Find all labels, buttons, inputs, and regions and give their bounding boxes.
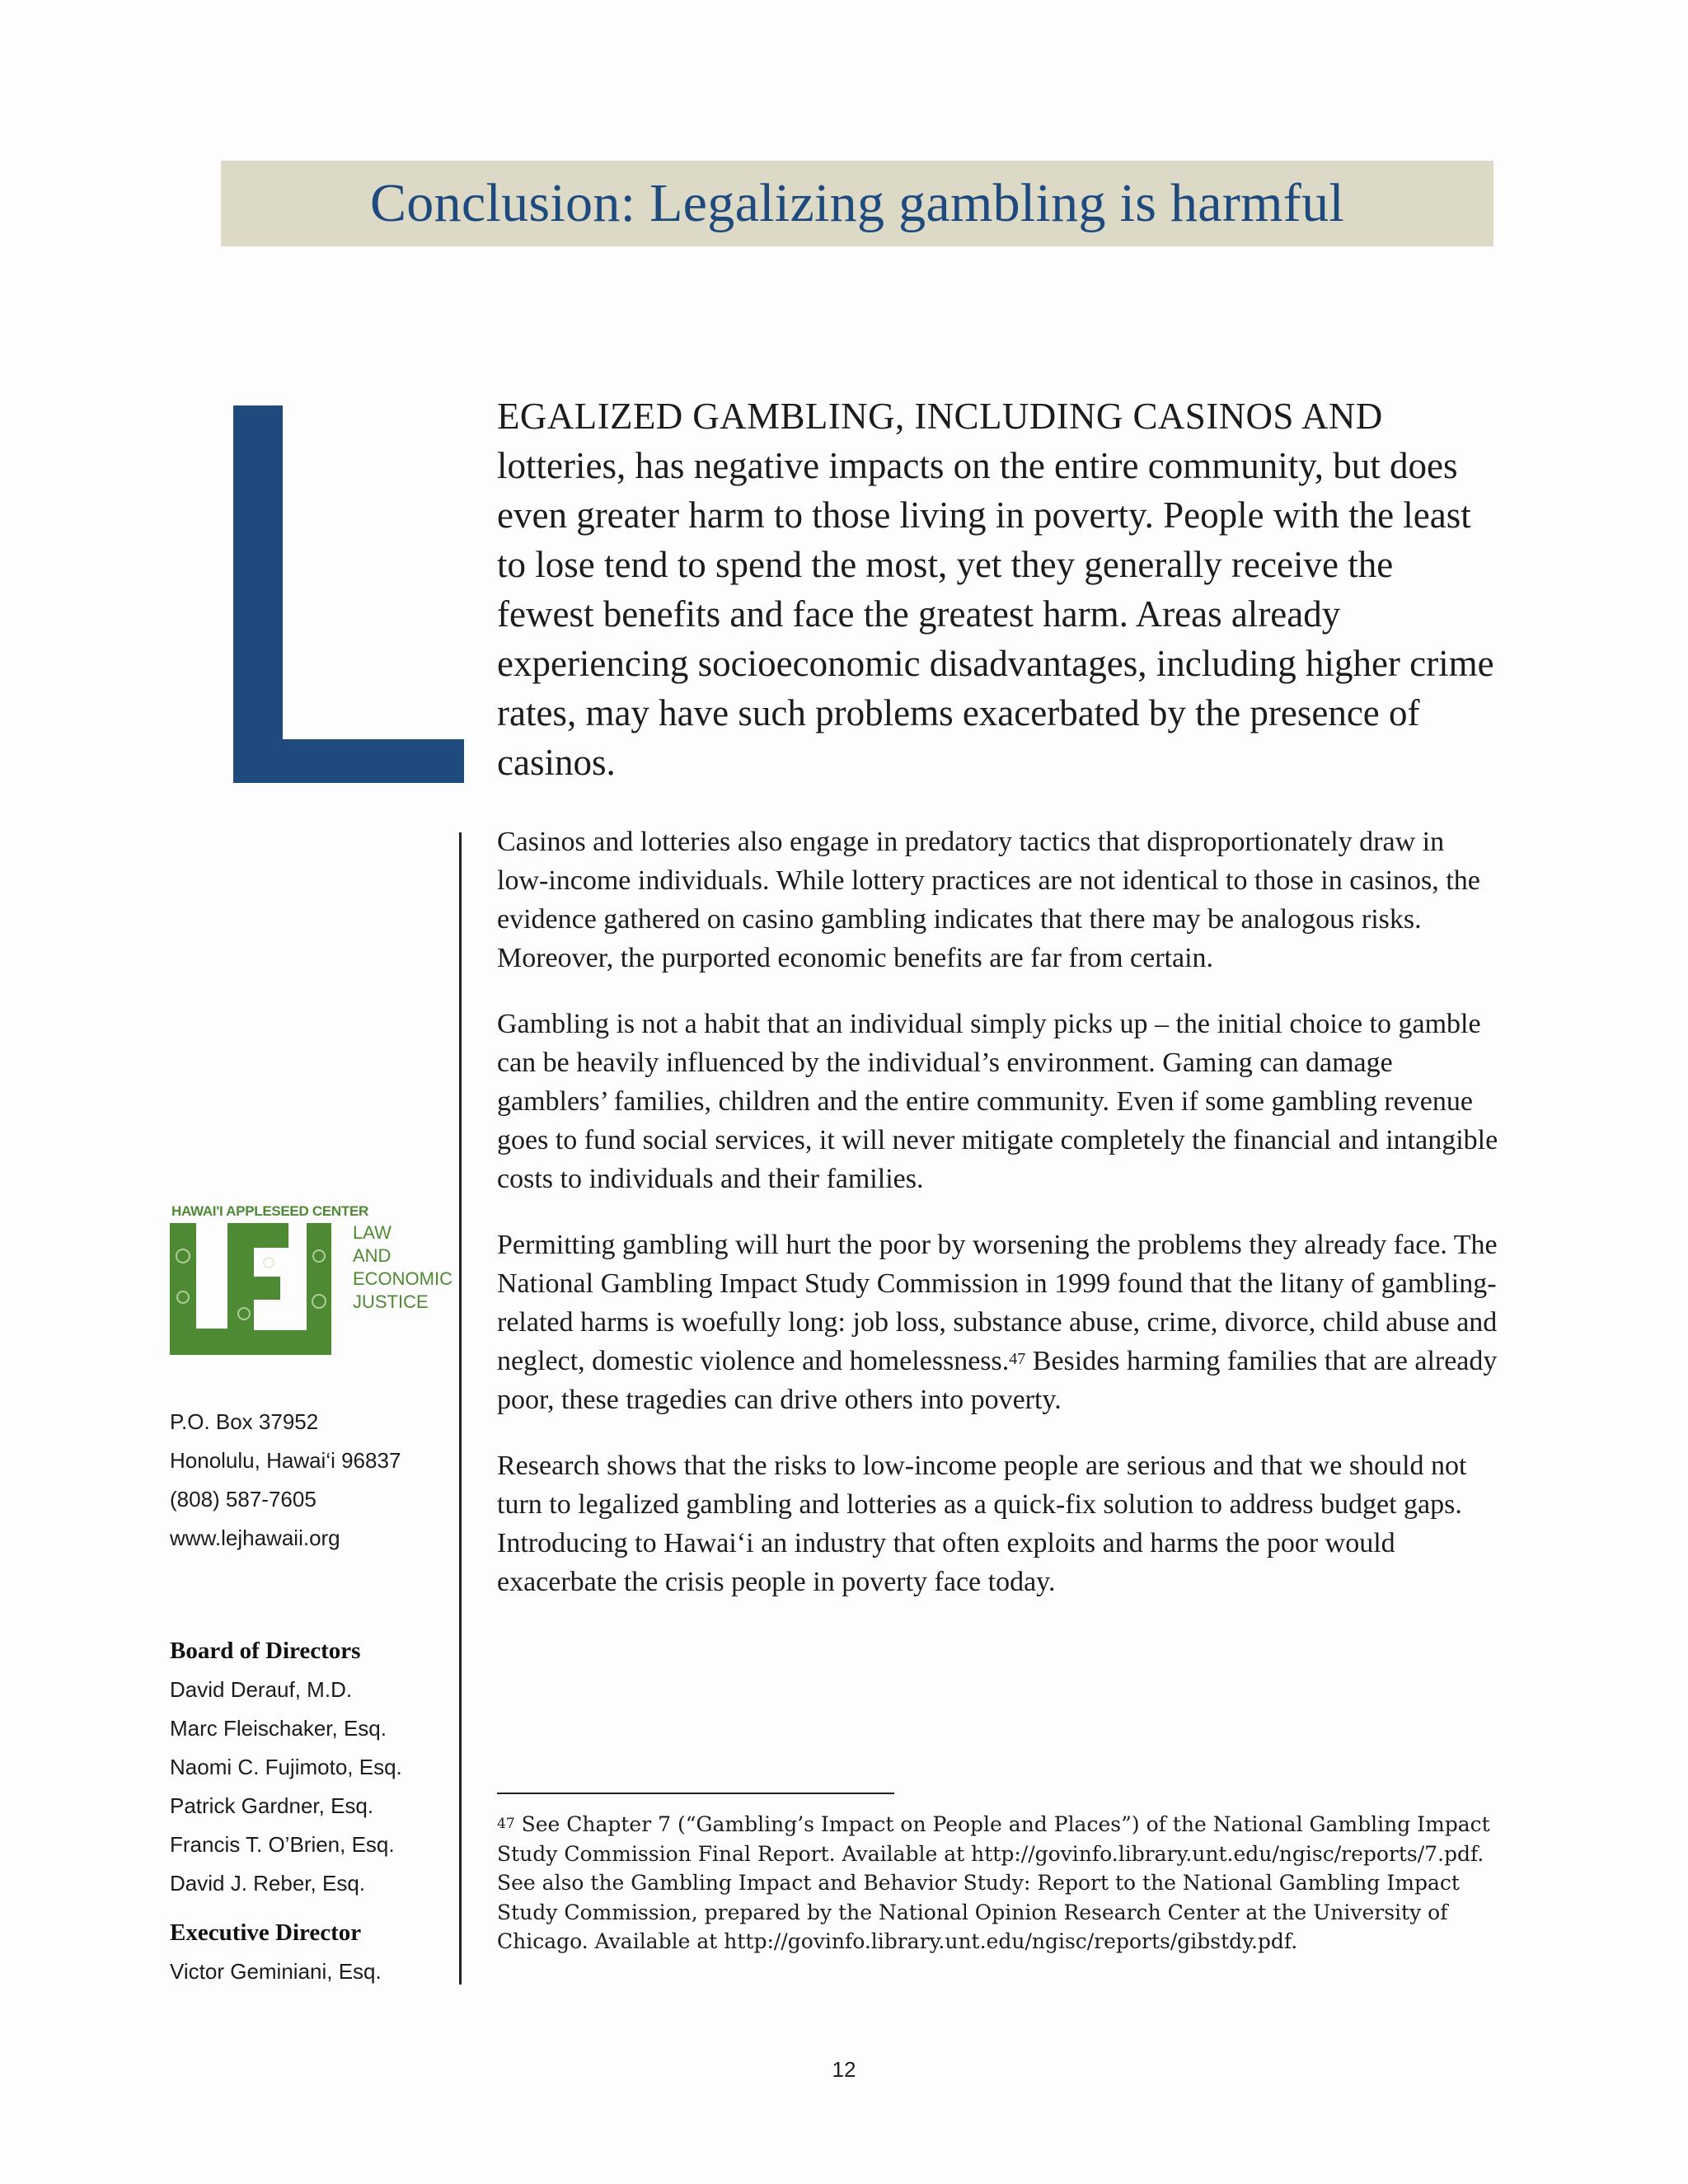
footnote-47 [497,1810,1498,1957]
board-member: Naomi C. Fujimoto, Esq. [170,1755,402,1779]
dropcap-foot [233,739,464,783]
logo-top-text: HAWAI'I APPLESEED CENTER [171,1203,368,1219]
page-number: 12 [832,2057,856,2082]
board-member: David J. Reber, Esq. [170,1871,365,1896]
paragraph-3 [497,1226,1498,1419]
logo-word-economic: ECONOMIC [353,1268,452,1289]
executive-heading: Executive Director [170,1919,362,1946]
website-link[interactable]: www.lejhawaii.org [170,1526,340,1550]
logo-word-justice: JUSTICE [353,1291,429,1312]
page-title: Conclusion: Legalizing gambling is harmful [369,173,1345,233]
lead-rest: lotteries, has negative impacts on the entire community, but does even greater harm to those living in poverty. People with the least to lose tend to spend the most, yet they generally receive the fewest benefits and face the greatest harm. Areas already experiencing socioeconomic disadvantages, including higher crime rates, may have such problems exacerbated by the presence of casinos. [497,445,1494,783]
executive-director [170,1914,382,1991]
paragraph-4: Research shows that the risks to low-income people are serious and that we should not turn to legalized gambling and lotteries as a quick-fix solution to address budget gaps. Introducing to Hawai‘i an industry that often exploits and harms the poor would exacerbate the crisis people in poverty face today. [497,1451,1467,1597]
body-text [497,823,1498,1629]
lej-logo [170,1203,450,1360]
paragraph-1: Casinos and lotteries also engage in predatory tactics that disproportionately draw in low-income individuals. While lottery practices are not identical to those in casinos, the evidence gathered on casino gambling indicates that there may be analogous risks. Moreover, the purported economic benefits are far from certain. [497,827,1480,973]
contact-info [170,1403,401,1558]
board-member: David Derauf, M.D. [170,1677,353,1702]
lej-letters-icon [170,1223,347,1355]
footnote-separator [497,1793,894,1794]
footnote-number: 47 [497,1816,515,1832]
footnote-ref-47[interactable]: 47 [1009,1350,1026,1368]
dropcap-letter-l [233,405,464,783]
board-member: Marc Fleischaker, Esq. [170,1716,387,1741]
paragraph-3-text: Permitting gambling will hurt the poor by worsening the problems they already face. The National Gambling Impact Study Commission in 1999 found that the litany of gambling-related harms is woefully long: job loss, substance abuse, crime, divorce, child abuse and neglect, domestic violence and homelessness. [497,1230,1498,1376]
sidebar-divider [459,832,462,1985]
board-heading: Board of Directors [170,1638,361,1664]
dropcap-stem [233,405,283,783]
executive-name: Victor Geminiani, Esq. [170,1959,382,1984]
board-of-directors [170,1632,402,1903]
lead-paragraph [497,391,1494,787]
logo-words [353,1221,452,1314]
paragraph-3-text-cont: Besides harming families that are already poor, these tragedies can drive others into poverty. [497,1346,1498,1415]
title-band [221,161,1493,246]
paragraph-2: Gambling is not a habit that an individual simply picks up – the initial choice to gamble can be heavily influenced by the individual’s environment. Gaming can damage gamblers’ families, children and the entire community. Even if some gambling revenue goes to fund social services, it will never mitigate completely the financial and intangible costs to individuals and their families. [497,1009,1498,1194]
lead-first-line: EGALIZED GAMBLING, INCLUDING CASINOS AND [497,396,1383,437]
logo-word-law: LAW [353,1222,392,1243]
logo-word-and: AND [353,1245,392,1266]
board-member: Francis T. O’Brien, Esq. [170,1832,395,1857]
footnote-text: See Chapter 7 (“Gambling’s Impact on People and Places”) of the National Gambling Impact Study Commission Final Report. Available at http://govinfo.library.unt.edu/ngisc/reports/7.pdf. See also the Gambling Impact and Behavior Study: Report to the National Gambling Impact Study Commission, prepared by the National Opinion Research Center at the University of Chicago. Available at http://govinfo.library.unt.edu/ngisc/reports/gibstdy.pdf. [497,1812,1490,1953]
address-line-2: Honolulu, Hawai‘i 96837 [170,1448,401,1473]
address-line-1: P.O. Box 37952 [170,1409,319,1434]
board-member: Patrick Gardner, Esq. [170,1793,374,1818]
phone-number: (808) 587-7605 [170,1487,316,1511]
